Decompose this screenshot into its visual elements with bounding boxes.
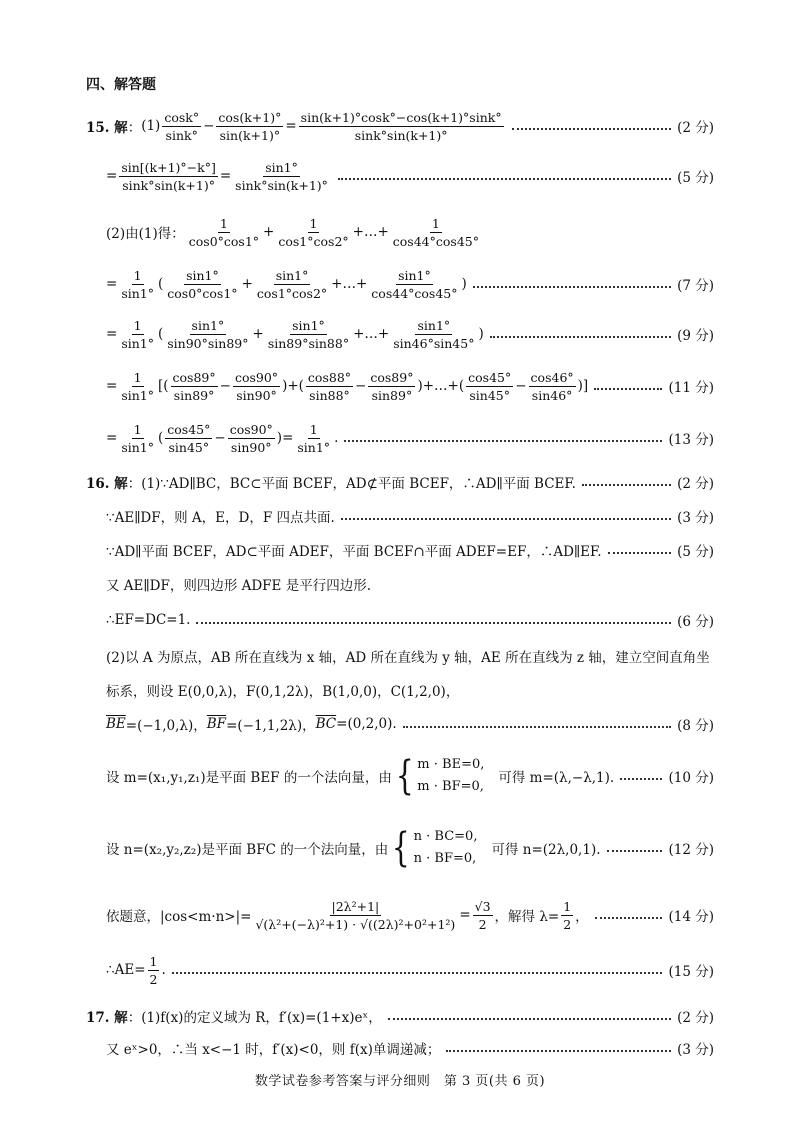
denominator: sin1° — [121, 285, 154, 301]
answer-line — [106, 948, 714, 992]
fraction — [119, 421, 156, 456]
leader-dots — [446, 1050, 671, 1052]
numerator: 1 — [133, 421, 142, 437]
question-label: 17. 解 — [86, 1010, 128, 1026]
fraction — [165, 267, 239, 302]
part-label: (2)由(1)得： — [106, 226, 185, 242]
leader-dots — [607, 850, 663, 852]
op: − — [219, 378, 231, 394]
vector-value: =(0,2,0). — [336, 716, 397, 732]
numerator: sin(k+1)°cosk°−cos(k+1)°sink° — [300, 109, 502, 125]
numerator: 1 — [133, 369, 142, 385]
denominator: sin89° — [371, 387, 413, 403]
fraction — [233, 369, 280, 404]
score: (9 分) — [677, 328, 714, 344]
score: (7 分) — [677, 278, 714, 294]
op: = — [285, 118, 297, 134]
numerator: 1 — [133, 267, 142, 283]
numerator: cos45° — [468, 369, 512, 385]
op: + — [252, 326, 264, 342]
op: = — [106, 168, 118, 184]
denominator: cos1°cos2° — [256, 285, 328, 301]
numerator: 1 — [431, 215, 440, 231]
fraction — [473, 898, 493, 933]
fraction — [119, 159, 218, 194]
score: (2 分) — [677, 120, 714, 136]
score: (15 分) — [668, 964, 714, 980]
denominator: 2 — [478, 916, 487, 932]
leader-dots — [620, 778, 662, 780]
numerator: cos(k+1)° — [218, 109, 282, 125]
answer-line — [86, 104, 714, 148]
answer-text: ∴AE= — [106, 962, 146, 978]
answer-line: = $\frac{1}{\sin 1^\circ}$ ( $\frac{\sin 1^\circ}{\cos 0^\circ\cos 1^\circ}$ + $\frac{\sin 1^\circ}{\cos 1^\circ\cos 2^\circ}$ +…+ $\frac{\sin 1^\circ}{\cos 44^\circ\cos 45^\circ}$ ) (7 分) — [106, 267, 714, 301]
colon: ： — [127, 1010, 142, 1026]
answer-text: (1)f(x)的定义域为 R，f′(x)=(1+x)eˣ， — [141, 1010, 382, 1026]
denominator: sink°sin(k+1)° — [235, 177, 328, 193]
answer-text: 标系，则设 E(0,0,λ)，F(0,1,2λ)，B(1,0,0)，C(1,2,0)， — [106, 684, 460, 700]
answer-line — [106, 1026, 714, 1070]
fraction — [529, 369, 576, 404]
comma: ， — [575, 909, 589, 925]
equation: n · BF=0, — [413, 851, 477, 866]
leader-dots — [344, 440, 662, 442]
leader-dots — [512, 128, 671, 130]
fraction — [119, 369, 156, 404]
op: = — [106, 276, 118, 292]
numerator: sin1° — [275, 267, 309, 283]
period: . — [334, 430, 339, 446]
leader-dots — [403, 726, 671, 728]
numerator: sin1° — [417, 317, 451, 333]
denominator: sink° — [165, 127, 198, 143]
equation: n · BC=0, — [413, 829, 478, 844]
op: = — [219, 168, 232, 184]
score: (5 分) — [677, 170, 714, 186]
answer-line — [106, 826, 714, 870]
answer-text: ∴EF=DC=1. — [106, 612, 191, 628]
fraction — [165, 421, 212, 456]
answer-line: = $\frac{1}{\sin 1^\circ}$ ( $\frac{\cos 45^\circ}{\sin 45^\circ}$ − $\frac{\cos 90^\circ}{\sin 90^\circ}$ ) = $\frac{1}{\sin 1^\circ}$ . (13 分) — [106, 421, 714, 455]
numerator: 1 — [309, 215, 318, 231]
numerator: sin1° — [292, 317, 325, 333]
numerator: 1 — [149, 953, 158, 969]
fraction — [187, 215, 261, 250]
leader-dots — [196, 622, 671, 624]
score: (2 分) — [677, 1010, 714, 1026]
fraction — [391, 215, 481, 250]
answer-line — [106, 893, 714, 937]
score: (11 分) — [668, 380, 714, 396]
numerator: cos45° — [167, 421, 211, 437]
numerator: cos46° — [530, 369, 574, 385]
numerator: cos89° — [172, 369, 216, 385]
op: − — [355, 378, 367, 394]
fraction — [466, 369, 513, 404]
question-label: 15. 解 — [86, 120, 128, 136]
denominator: sin90° — [230, 439, 272, 455]
fraction — [171, 369, 218, 404]
answer-text: (2)以 A 为原点，AB 所在直线为 x 轴，AD 所在直线为 y 轴，AE 所在直线为 z 轴，建立空间直角坐 — [106, 650, 710, 666]
score: (3 分) — [677, 1042, 714, 1058]
leader-dots — [172, 972, 663, 974]
denominator: 2 — [149, 971, 158, 987]
numerator: sin[(k+1)°−k°] — [121, 159, 216, 175]
vector-value: =(−1,0,λ)， — [125, 718, 207, 734]
denominator: sin45° — [469, 387, 510, 403]
vector-label: $\overline{BF}$ — [206, 716, 227, 732]
numerator: sin1° — [186, 267, 219, 283]
answer-text: 可得 m=(λ,−λ,1). — [498, 770, 615, 786]
numerator: sin1° — [191, 317, 225, 333]
part-label: (1) — [141, 118, 161, 134]
score: (14 分) — [668, 909, 714, 925]
brace: { — [395, 753, 414, 799]
op: +…+ — [353, 326, 390, 342]
section-title: 四、解答题 — [86, 77, 156, 93]
period: . — [161, 962, 166, 978]
score: (3 分) — [677, 510, 714, 526]
fraction — [368, 369, 415, 404]
denominator: cos0°cos1° — [188, 233, 260, 249]
op: +…+ — [331, 276, 368, 292]
answer-line — [106, 210, 714, 254]
colon: ： — [127, 476, 142, 492]
op: = — [106, 430, 118, 446]
leader-dots — [595, 917, 663, 919]
answer-text: ，解得 λ= — [494, 909, 560, 925]
equation-system — [414, 826, 478, 870]
equation-system — [417, 754, 484, 798]
page-footer: 数学试卷参考答案与评分细则 第 3 页(共 6 页) — [254, 1074, 546, 1089]
numerator: cos89° — [370, 369, 414, 385]
vector-label: $\overline{BE}$ — [106, 716, 126, 732]
answer-text: 依题意，|cos<m·n>|= — [106, 909, 252, 925]
score: (13 分) — [668, 432, 714, 448]
op: + — [263, 224, 275, 240]
answer-text: 设 m=(x₁,y₁,z₁)是平面 BEF 的一个法向量，由 — [106, 770, 392, 786]
answer-text: 又 eˣ>0，∴当 x<−1 时，f′(x)<0，则 f(x)单调递减； — [106, 1042, 441, 1058]
answer-line: = $\frac{1}{\sin 1^\circ}$ ( $\frac{\sin 1^\circ}{\sin 90^\circ\sin 89^\circ}$ + $\frac{\sin 1^\circ}{\sin 89^\circ\sin 88^\circ}$ +…+ $\frac{\sin 1^\circ}{\sin 46^\circ\sin 45^\circ}$ ) (9 分) — [106, 317, 714, 351]
denominator: 2 — [563, 916, 572, 932]
denominator: sin46°sin45° — [393, 335, 475, 351]
fraction — [391, 317, 476, 352]
numerator: |2λ²+1| — [331, 898, 380, 914]
numerator: sin1° — [398, 267, 431, 283]
equation: m · BF=0, — [417, 779, 484, 794]
leader-dots — [341, 518, 671, 520]
op: = — [282, 430, 294, 446]
leader-dots — [490, 336, 671, 338]
op: + — [241, 276, 253, 292]
denominator: sin88° — [309, 387, 350, 403]
op: − — [214, 430, 226, 446]
denominator: cos1°cos2° — [278, 233, 349, 249]
numerator: 1 — [133, 317, 142, 333]
numerator: cosk° — [164, 109, 200, 125]
leader-dots — [338, 178, 671, 180]
fraction — [369, 267, 459, 302]
score: (2 分) — [677, 476, 714, 492]
denominator: sin90° — [236, 387, 277, 403]
fraction — [306, 369, 353, 404]
denominator: sin89° — [173, 387, 215, 403]
fraction — [165, 317, 250, 352]
denominator: sin89°sin88° — [267, 335, 350, 351]
op: − — [515, 378, 527, 394]
fraction — [255, 267, 329, 302]
vector-value: =(−1,1,2λ)， — [226, 718, 316, 734]
vector-label: $\overline{BC}$ — [315, 716, 337, 732]
numerator: 1 — [309, 421, 318, 437]
denominator: sin90°sin89° — [167, 335, 249, 351]
score: (8 分) — [677, 718, 714, 734]
leader-dots — [594, 388, 662, 390]
leader-dots — [473, 286, 671, 288]
fraction — [162, 109, 201, 144]
answer-text: ∵AE∥DF，则 A，E，D，F 四点共面. — [106, 510, 335, 526]
answer-line — [106, 754, 714, 798]
fraction — [233, 159, 330, 194]
answer-text: 又 AE∥DF，则四边形 ADFE 是平行四边形. — [106, 578, 371, 594]
fraction — [228, 421, 275, 456]
denominator: cos0°cos1° — [167, 285, 238, 301]
op: = — [106, 326, 118, 342]
colon: ： — [127, 120, 142, 136]
numerator: cos90° — [234, 369, 279, 385]
fraction — [561, 898, 573, 933]
op: +…+ — [352, 224, 389, 240]
fraction — [276, 215, 350, 250]
fraction — [216, 109, 283, 144]
denominator: sin1° — [121, 439, 154, 455]
leader-dots — [608, 552, 672, 554]
answer-line — [106, 154, 714, 198]
brace: { — [392, 825, 410, 871]
numerator: cos90° — [229, 421, 273, 437]
equation: m · BE=0, — [417, 757, 485, 772]
fraction — [253, 898, 457, 933]
denominator: cos44°cos45° — [371, 285, 458, 301]
answer-text: ∵AD∥平面 BCEF，AD⊂平面 ADEF，平面 BCEF∩平面 ADEF=EF，∴AD∥EF. — [106, 544, 602, 560]
leader-dots — [582, 484, 671, 486]
denominator: sink°sin(k+1)° — [122, 177, 215, 193]
fraction — [266, 317, 351, 352]
denominator: sin45° — [168, 439, 210, 455]
score: (10 分) — [668, 770, 714, 786]
op: = — [459, 907, 471, 923]
op: = — [106, 378, 118, 394]
denominator: cos44°cos45° — [392, 233, 479, 249]
score: (12 分) — [668, 842, 714, 858]
fraction — [119, 267, 156, 302]
op: − — [203, 118, 215, 134]
numerator: √3 — [474, 898, 491, 914]
fraction — [295, 421, 332, 456]
question-label: 16. 解 — [86, 476, 128, 492]
fraction — [119, 317, 156, 352]
denominator: sin(k+1)° — [219, 127, 281, 143]
fraction — [148, 953, 160, 988]
leader-dots — [388, 1018, 671, 1020]
answer-text: (1)∵AD∥BC，BC⊂平面 BCEF，AD⊄平面 BCEF，∴AD∥平面 BCEF. — [141, 476, 576, 492]
denominator: sin1° — [121, 335, 154, 351]
answer-text: 可得 n=(2λ,0,1). — [491, 842, 601, 858]
score: (5 分) — [677, 544, 714, 560]
denominator: √(λ²+(−λ)²+1) · √((2λ)²+0²+1²) — [255, 916, 456, 932]
numerator: 1 — [563, 898, 572, 914]
numerator: sin1° — [265, 159, 298, 175]
numerator: 1 — [219, 215, 228, 231]
denominator: sink°sin(k+1)° — [354, 127, 448, 143]
denominator: sin1° — [121, 387, 154, 403]
answer-text: 设 n=(x₂,y₂,z₂)是平面 BFC 的一个法向量，由 — [106, 842, 389, 858]
fraction — [299, 109, 504, 144]
answer-line — [106, 702, 714, 746]
answer-line: = $\frac{1}{\sin 1^\circ}$ [( $\frac{\cos 89^\circ}{\sin 89^\circ}$ − $\frac{\cos 90^\circ}{\sin 90^\circ}$ )+( $\frac{\cos 88^\circ}{\sin 88^\circ}$ − $\frac{\cos 89^\circ}{\sin 89^\circ}$ )+…+( $\frac{\cos 45^\circ}{\sin 45^\circ}$ − $\frac{\cos 46^\circ}{\sin 46^\circ}$ )] (11 分) — [106, 369, 714, 403]
denominator: sin1° — [297, 439, 331, 455]
denominator: sin46° — [531, 387, 573, 403]
score: (6 分) — [677, 614, 714, 630]
numerator: cos88° — [307, 369, 352, 385]
